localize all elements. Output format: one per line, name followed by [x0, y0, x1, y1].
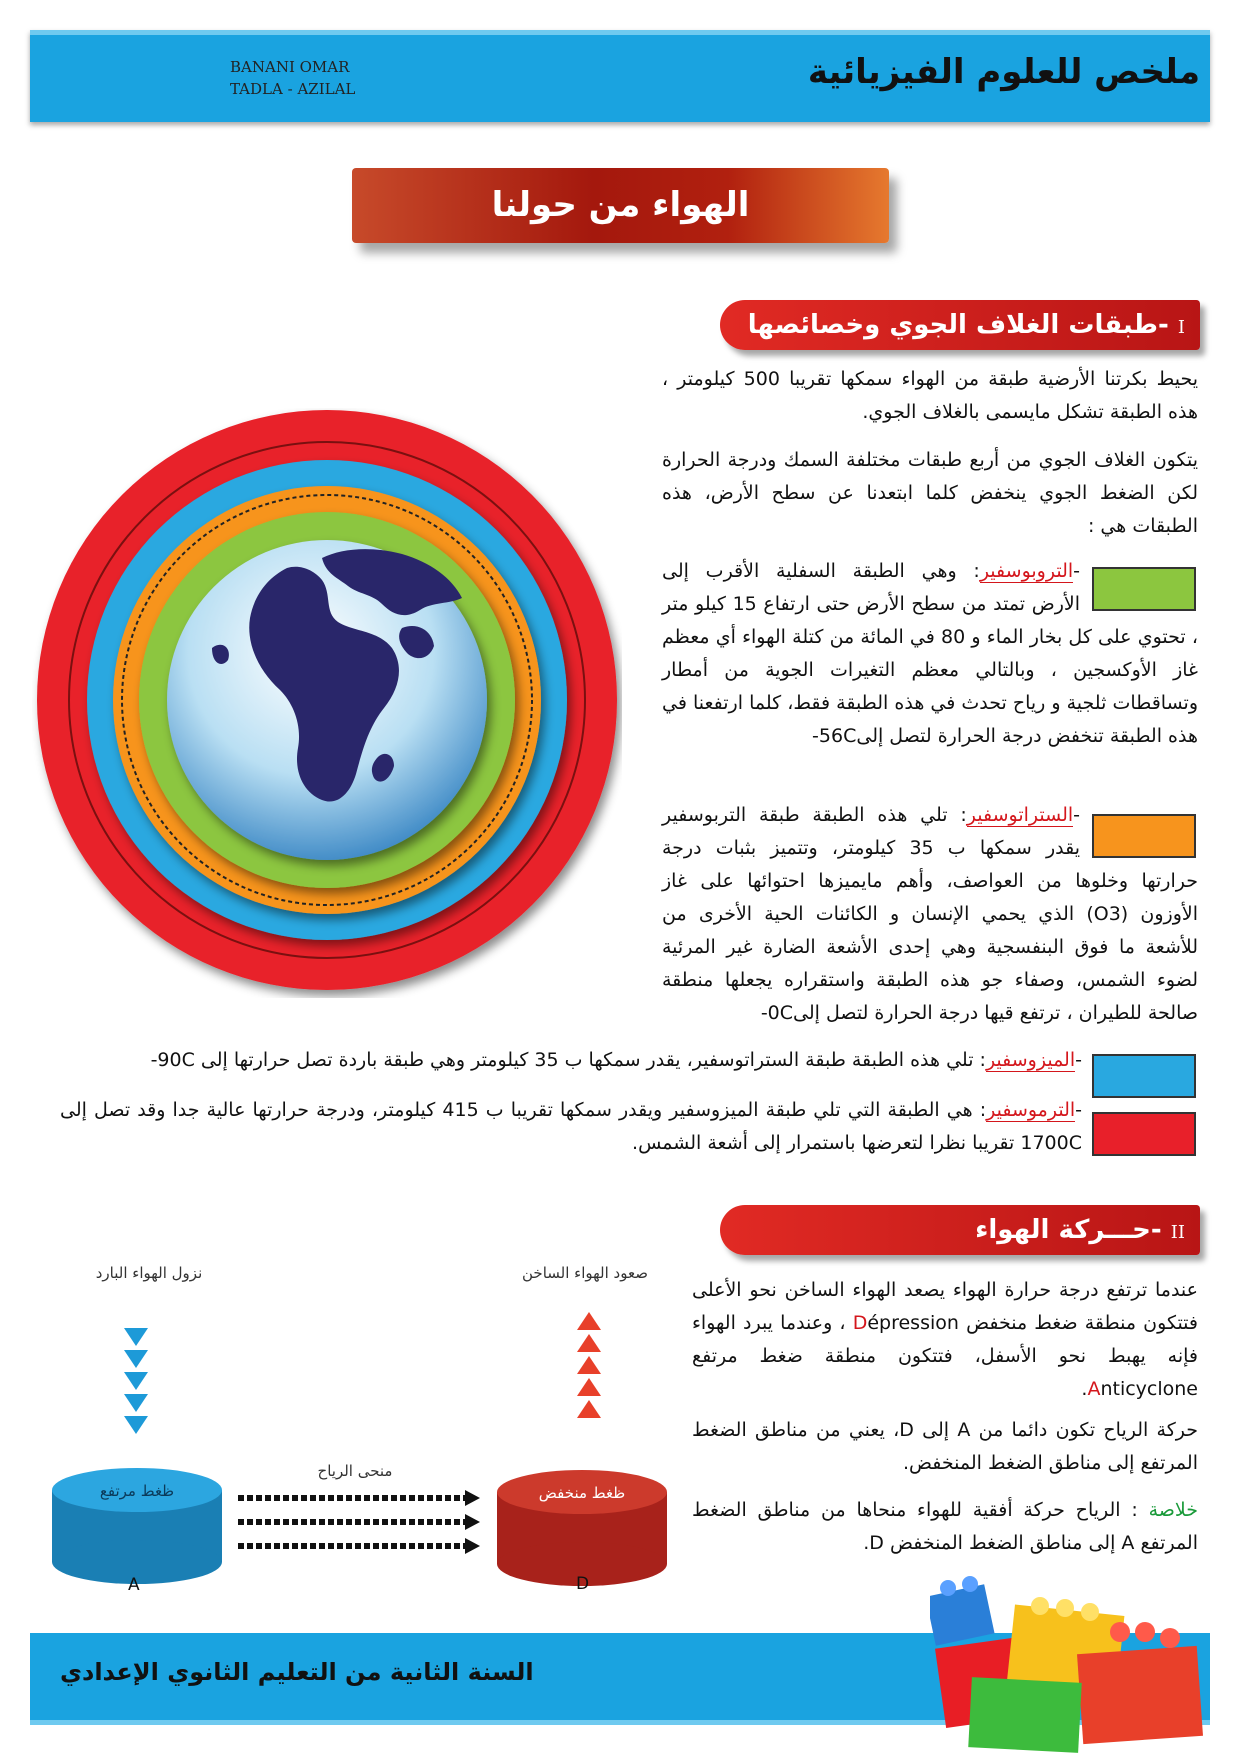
footer-text: السنة الثانية من التعليم الثانوي الإعدادي: [60, 1658, 534, 1686]
wind-direction-label: منحى الرياح: [317, 1462, 393, 1480]
wind-arrows: [238, 1490, 480, 1554]
hot-air-arrows: [577, 1312, 601, 1418]
mesosphere-paragraph: -الميزوسفير: تلي هذه الطبقة طبقة الستراتوسفير، يقدر سمكها ب 35 كيلومتر وهي طبقة باردة تصل حرارتها إلى 90C-: [150, 1049, 1082, 1071]
section1-title: طبقات الغلاف الجوي وخصائصها: [747, 310, 1159, 340]
conclusion-text: : الرياح حركة أفقية للهواء منحاها من مناطق الضغط المرتفع A إلى مناطق الضغط المنخفض D.: [692, 1499, 1198, 1554]
spacer: [1080, 555, 1198, 615]
section2-paragraph1: [692, 1274, 1198, 1406]
point-a-label: A: [128, 1575, 140, 1595]
conclusion-label: خلاصة: [1148, 1499, 1198, 1521]
section2-conclusion: [692, 1494, 1198, 1560]
depression-letter: D: [852, 1312, 868, 1334]
mesosphere-term: الميزوسفير: [985, 1049, 1076, 1071]
section2-paragraph2: حركة الرياح تكون دائما من A إلى D، يعني من مناطق الضغط المرتفع إلى مناطق الضغط المنخفض.: [692, 1419, 1199, 1474]
main-title: الهواء من حولنا: [491, 185, 750, 225]
low-pressure-label: ظغط منخفض: [538, 1484, 626, 1502]
thermosphere-text: : هي الطبقة التي تلي طبقة الميزوسفير ويقدر سمكها تقريبا ب 415 كيلومتر، ودرجة حرارتها عالية جدا وقد تصل إلى 1700C تقريبا نظرا لتعرضها باستمرار إلى أشعة الشمس.: [60, 1099, 1082, 1154]
mesosphere-swatch: [1092, 1054, 1196, 1098]
stratosphere-term: الستراتوسفير: [966, 804, 1074, 826]
thermosphere-swatch: [1092, 1112, 1196, 1156]
author-name: BANANI OMAR: [230, 58, 350, 76]
cold-air-arrows: [124, 1328, 148, 1434]
section2-p1-a: عندما ترتفع درجة حرارة الهواء يصعد الهواء الساخن نحو الأعلى فتتكون منطقة ضغط منخفض: [692, 1279, 1198, 1334]
section2-heading: II -حـــركة الهواء: [975, 1215, 1185, 1245]
section2-p1-c: nticyclone.: [1081, 1378, 1198, 1400]
stratosphere-paragraph: -الستراتوسفير: تلي هذه الطبقة طبقة التربوسفير يقدر سمكها ب 35 كيلومتر، وتتميز بثبات درجة حرارتها وخلوها من العواصف، وأهم مايميزها احتوائها على غاز الأوزون (O3) الذي يحمي الإنسان و الكائنات الحية الأخرى من للأشعة ما فوق البنفسجية وهي إحدى الأشعة الضارة غير المرئية لضوء الشمس، وصفاء جو هذه الطبقة واستقراره يجعلها منطقة صالحة للطيران ، ترتفع قيها درجة الحرارة لتصل إلى0C-: [662, 799, 1198, 1030]
section2-title: حـــركة الهواء: [975, 1215, 1151, 1245]
anticyclone-letter: A: [1087, 1378, 1101, 1400]
thermosphere-term: الترموسفير: [986, 1099, 1076, 1121]
troposphere-term: التروبوسفير: [979, 560, 1074, 582]
section2-number: II: [1170, 1222, 1185, 1243]
section1-intro2: يتكون الغلاف الجوي من أربع طبقات مختلفة السمك ودرجة الحرارة لكن الضغط الجوي ينخفض كلما ابتعدنا عن سطح الأرض، هذه الطبقات هي :: [662, 449, 1198, 537]
thermosphere-paragraph: -الترموسفير: هي الطبقة التي تلي طبقة الميزوسفير ويقدر سمكها تقريبا ب 415 كيلومتر، ودرجة حرارتها عالية جدا وقد تصل إلى 1700C تقريبا نظرا لتعرضها باستمرار إلى أشعة الشمس.: [60, 1099, 1082, 1154]
atmosphere-illustration: [32, 408, 622, 998]
spacer: [1080, 799, 1198, 859]
toy-blocks-decoration: [930, 1570, 1210, 1754]
troposphere-paragraph: -التروبوسفير: وهي الطبقة السفلية الأقرب إلى الأرض تمتد من سطح الأرض حتى ارتفاع 15 كيلو متر ، تحتوي على كل بخار الماء و 80 في المائة من كتلة الهواء أي معظم غاز الأوكسجين ، وبالتالي معظم التغيرات الجوية من أمطار وتساقطات ثلجية و رياح تحدث في هذه الطبقة فقط، كلما ارتفعنا في هذه الطبقة تنخفض درجة الحرارة لتصل إلى56C-: [662, 555, 1198, 753]
header-title: ملخص للعلوم الفيزيائية: [807, 52, 1200, 92]
hot-air-label: صعود الهواء الساخن: [522, 1264, 648, 1282]
stratosphere-text: : تلي هذه الطبقة طبقة التربوسفير يقدر سمكها ب 35 كيلومتر، وتتميز بثبات درجة حرارتها وخلوها من العواصف، وأهم مايميزها احتوائها على غاز الأوزون (O3) الذي يحمي الإنسان و الكائنات الحية الأخرى من للأشعة ما فوق البنفسجية وهي إحدى الأشعة الضارة غير المرئية لضوء الشمس، وصفاء جو هذه الطبقة واستقراره يجعلها منطقة صالحة للطيران ، ترتفع قيها درجة الحرارة لتصل إلى0C-: [662, 804, 1198, 1024]
section2-p1-b: épression ، وعندما يبرد الهواء فإنه يهبط نحو الأسفل، فتتكون منطقة ضغط مرتفع: [692, 1312, 1198, 1367]
high-pressure-label: ظغط مرتفع: [99, 1482, 175, 1500]
troposphere-text: : وهي الطبقة السفلية الأقرب إلى الأرض تمتد من سطح الأرض حتى ارتفاع 15 كيلو متر ، تحتوي على كل بخار الماء و 80 في المائة من كتلة الهواء أي معظم غاز الأوكسجين ، وبالتالي معظم التغيرات الجوية من أمطار وتساقطات ثلجية و رياح تحدث في هذه الطبقة فقط، كلما ارتفعنا في هذه الطبقة تنخفض درجة الحرارة لتصل إلى56C-: [662, 560, 1198, 747]
section1-heading: I -طبقات الغلاف الجوي وخصائصها: [747, 310, 1185, 340]
section1-intro: يحيط بكرتنا الأرضية طبقة من الهواء سمكها تقريبا 500 كيلومتر ، هذه الطبقة تشكل مايسمى بالغلاف الجوي.: [662, 368, 1198, 423]
author-location: TADLA - AZILAL: [230, 80, 356, 98]
cold-air-label: نزول الهواء البارد: [95, 1264, 203, 1282]
mesosphere-text: : تلي هذه الطبقة طبقة الستراتوسفير، يقدر سمكها ب 35 كيلومتر وهي طبقة باردة تصل حرارتها إلى 90C-: [150, 1049, 986, 1071]
point-d-label: D: [576, 1574, 590, 1594]
section1-number: I: [1177, 317, 1185, 338]
author-block: [230, 56, 355, 100]
